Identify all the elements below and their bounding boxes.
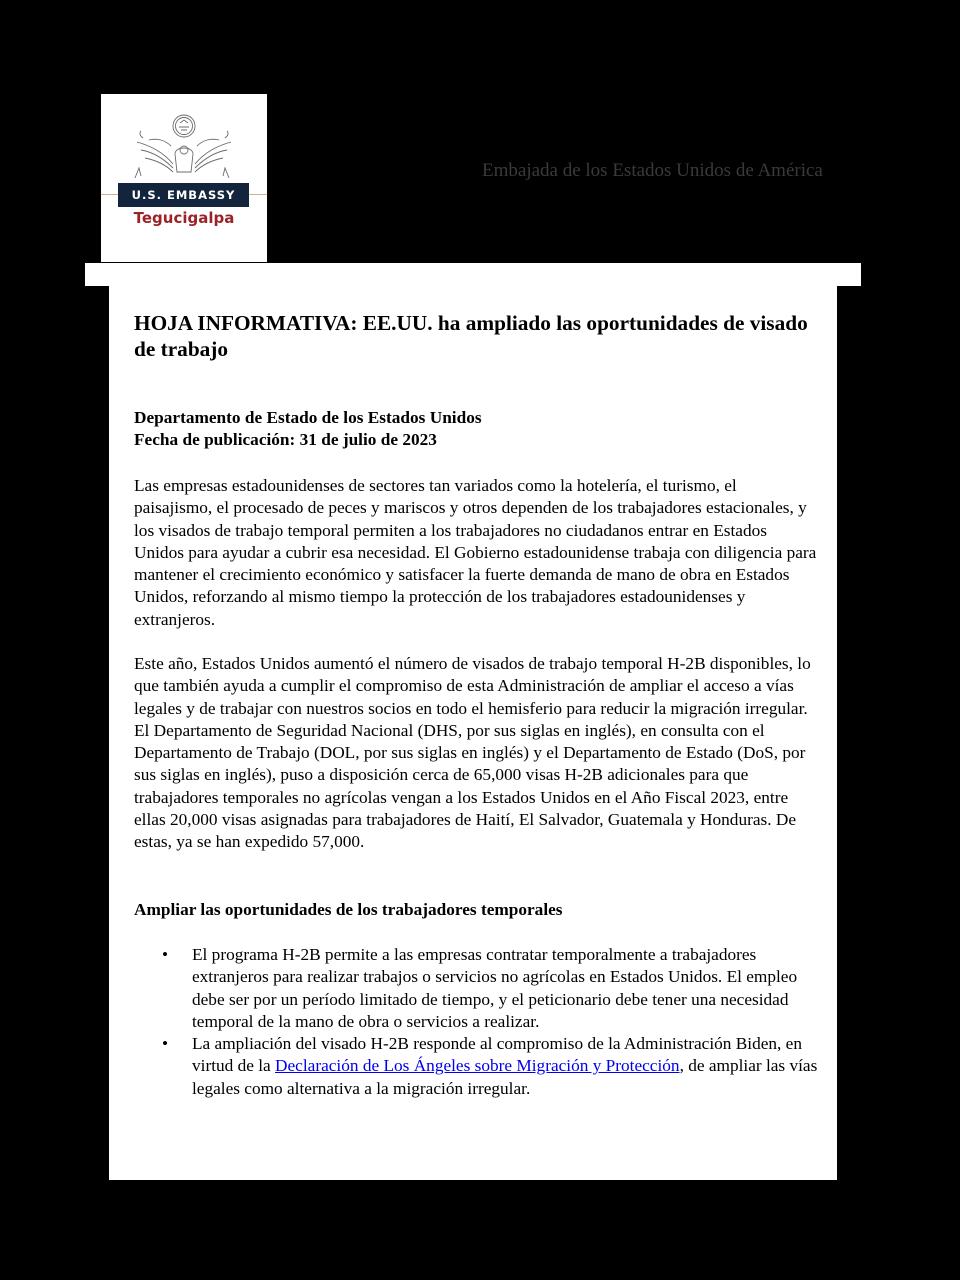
paragraph-h2b: Este año, Estados Unidos aumentó el número de visados de trabajo temporal H-2B disponibles, lo que también ayuda a cumplir el compromiso de esta Administración de ampliar el acceso a vías legales y de trabajar con nuestros socios en todo el hemisferio para reducir la migración irregular. El Departamento de Seguridad Nacional (DHS, por sus siglas en inglés), en consulta con el Departamento de Trabajo (DOL, por sus siglas en inglés) y el Departamento de Estado (DoS, por sus siglas en inglés), puso a disposición cerca de 65,000 visas H-2B adicionales para que trabajadores temporales no agrícolas vengan a los Estados Unidos en el Año Fiscal 2023, entre ellas 20,000 visas asignadas para trabajadores de Haití, El Salvador, Guatemala y Honduras. De estas, ya se han expedido 57,000. [134, 654, 811, 852]
bullet-icon: • [162, 1034, 169, 1054]
bullet-icon: • [162, 945, 169, 964]
embassy-name: Embajada de los Estados Unidos de América [482, 160, 823, 181]
bullet-list [134, 944, 824, 1100]
header-bar [85, 263, 861, 286]
bullet-text-after: , de ampliar las vías legales como alternativa a la migración irregular. [192, 1056, 818, 1098]
bullet-item [134, 944, 824, 1033]
bullet-item [134, 1033, 824, 1100]
bullet-text: El programa H-2B permite a las empresas contratar temporalmente a trabajadores extranjeros para realizar trabajos o servicios no agrícolas en Estados Unidos. El empleo debe ser por un período limitado de tiempo, y el peticionario debe tener una necesidad temporal de la mano de obra o servicios a realizar. [192, 945, 798, 1031]
section-heading: Ampliar las oportunidades de los trabajadores temporales [134, 900, 563, 919]
embassy-logo [101, 94, 267, 262]
logo-banner: U.S. EMBASSY [118, 183, 249, 207]
document-meta [134, 407, 482, 452]
document-title: HOJA INFORMATIVA: EE.UU. ha ampliado las oportunidades de visado de trabajo [134, 311, 808, 361]
paragraph-intro: Las empresas estadounidenses de sectores tan variados como la hotelería, el turismo, el paisajismo, el procesado de peces y mariscos y otros dependen de los trabajadores estacionales, y los visados de trabajo temporal permiten a los trabajadores no ciudadanos entrar en Estados Unidos para ayudar a cubrir esa necesidad. El Gobierno estadounidense trabaja con diligencia para mantener el crecimiento económico y satisfacer la fuerte demanda de mano de obra en Estados Unidos, reforzando al mismo tiempo la protección de los trabajadores estadounidenses y extranjeros. [134, 476, 817, 629]
bullet-text-before: La ampliación del visado H-2B responde al compromiso de la Administración Biden, en virtud de la [192, 1034, 802, 1076]
publication-date: Fecha de publicación: 31 de julio de 2023 [134, 430, 437, 450]
declaration-link[interactable]: Declaración de Los Ángeles sobre Migración y Protección [275, 1056, 680, 1076]
logo-city: Tegucigalpa [133, 209, 235, 227]
department-name: Departamento de Estado de los Estados Unidos [134, 408, 482, 427]
document-page [109, 286, 837, 1180]
great-seal-eagle-icon [131, 112, 237, 182]
